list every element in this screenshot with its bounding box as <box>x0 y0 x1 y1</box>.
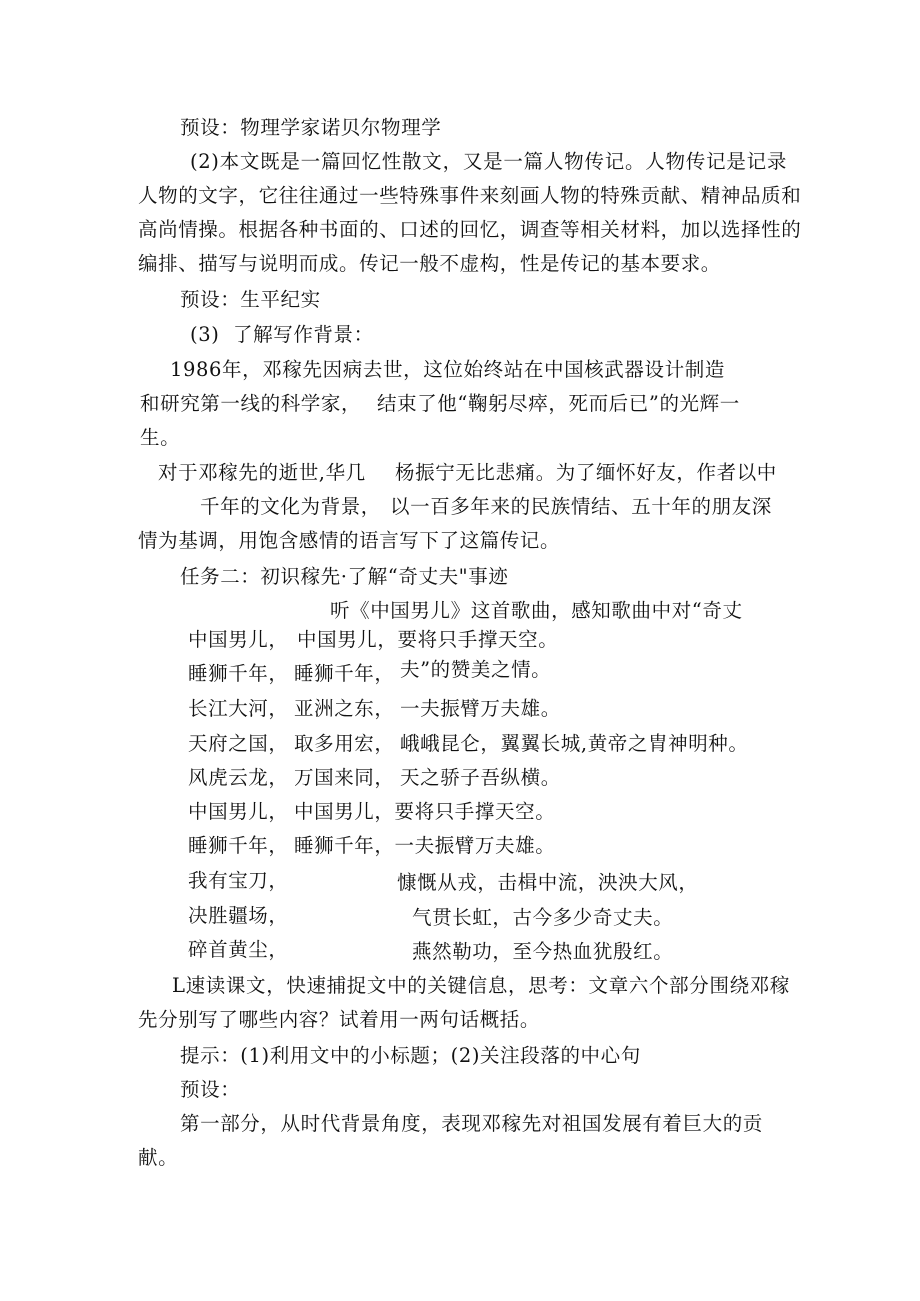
task2-title: 任务二：初识稼先·了解“奇丈夫"事迹 <box>180 565 509 588</box>
question1-line-2: 先分别写了哪些内容？试着用一两句话概括。 <box>138 1008 541 1031</box>
lyric-r5-c1: 风虎云龙， <box>188 766 289 789</box>
lyric-r6-c2: 中国男儿，要将只手撑天空。 <box>294 800 556 823</box>
lyric-r7-c2: 睡狮千年，一夫振臂万夫雄。 <box>294 834 556 857</box>
lyric-r2-c1: 睡狮千年， <box>188 662 289 685</box>
lyric-r1-c1: 中国男儿， <box>188 628 289 651</box>
lyric-r9-c1: 决胜疆场， <box>188 904 289 927</box>
para5-line-2b: 结束了他“鞠躬尽瘁，死而后已”的光辉一 <box>377 392 740 415</box>
lyric-r4-c2: 取多用宏， <box>294 732 395 755</box>
lyric-r5-c3: 天之骄子吾纵横。 <box>400 766 561 789</box>
lyric-r4-c3: 峨峨昆仑，翼翼长城,黄帝之胄神明种。 <box>400 732 749 755</box>
part1-line-1: 第一部分，从时代背景角度，表现邓稼先对祖国发展有着巨大的贡 <box>180 1112 763 1135</box>
song-intro-line-1: 听《中国男儿》这首歌曲，感知歌曲中对“奇丈 <box>330 599 743 622</box>
lyric-r8-c3: 慷慨从戎，击楫中流，泱泱大风， <box>397 871 699 894</box>
para6-line-2b: 以一百多年来的民族情结、五十年的朋友深 <box>390 495 772 518</box>
lyric-r2-c2: 睡狮千年， <box>294 662 395 685</box>
hint-line: 提示：(1)利用文中的小标题；(2)关注段落的中心句 <box>180 1044 641 1067</box>
para2-line-1: (2)本文既是一篇回忆性散文，又是一篇人物传记。人物传记是记录 <box>190 150 787 173</box>
lyric-r10-c1: 碎首黄尘， <box>188 938 289 961</box>
song-intro-line-2: 夫”的赞美之情。 <box>400 658 552 681</box>
lyric-r8-c1: 我有宝刀， <box>188 869 289 892</box>
preset-line-2: 预设：生平纪实 <box>180 288 321 311</box>
lyric-r10-c3: 燕然勒功，至今热血犹殷红。 <box>412 940 674 963</box>
lyric-r3-c1: 长江大河， <box>188 697 289 720</box>
para6-line-3: 情为基调，用饱含感情的语言写下了这篇传记。 <box>138 529 561 552</box>
para5-line-3: 生。 <box>140 426 181 449</box>
lyric-r3-c3: 一夫振臂万夫雄。 <box>400 697 561 720</box>
background-heading: (3) 了解写作背景： <box>190 323 374 346</box>
lyric-r9-c3: 气贯长虹，古今多少奇丈夫。 <box>412 906 674 929</box>
para2-line-2: 人物的文字，它往往通过一些特殊事件来刻画人物的特殊贡献、精神品质和 <box>138 184 802 207</box>
preset-line-3: 预设： <box>180 1078 241 1101</box>
lyric-r7-c1: 睡狮千年， <box>188 834 289 857</box>
para6-line-1b: 杨振宁无比悲痛。为了缅怀好友，作者以中 <box>395 461 777 484</box>
part1-line-2: 献。 <box>138 1146 179 1169</box>
para5-line-1: 1986年，邓稼先因病去世，这位始终站在中国核武器设计制造 <box>170 358 725 381</box>
para6-line-1a: 对于邓稼先的逝世,华几 <box>158 461 366 484</box>
para2-line-3: 高尚情操。根据各种书面的、口述的回忆，调查等相关材料，加以选择性的 <box>138 218 802 241</box>
lyric-r5-c2: 万国来同， <box>294 766 395 789</box>
lyric-r3-c2: 亚洲之东， <box>294 697 395 720</box>
lyric-r1-c2: 中国男儿，要将只手撑天空。 <box>297 628 559 651</box>
para2-line-4: 编排、描写与说明而成。传记一般不虚构，性是传记的基本要求。 <box>138 252 721 275</box>
preset-line-1: 预设：物理学家诺贝尔物理学 <box>180 116 442 139</box>
para5-line-2a: 和研究第一线的科学家， <box>140 392 362 415</box>
question1-line-1: L速读课文，快速捕捉文中的关键信息，思考：文章六个部分围绕邓稼 <box>172 974 790 997</box>
lyric-r4-c1: 天府之国， <box>188 732 289 755</box>
para6-line-2a: 千年的文化为背景， <box>200 495 381 518</box>
lyric-r6-c1: 中国男儿， <box>188 800 289 823</box>
